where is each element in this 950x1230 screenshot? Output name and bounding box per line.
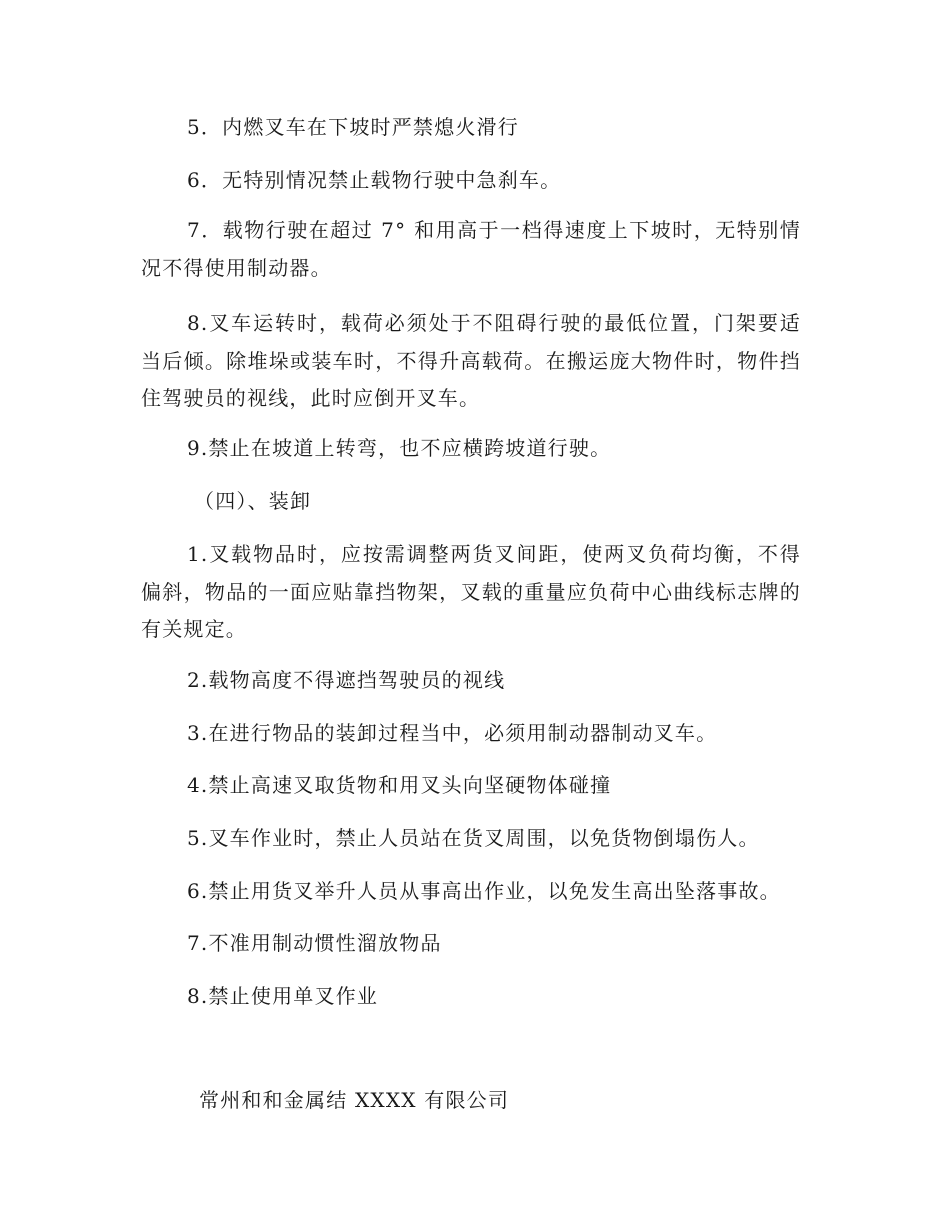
loading-item-4: 4.禁止高速叉取货物和用叉头向坚硬物体碰撞: [187, 773, 612, 797]
loading-item-2: 2.载物高度不得遮挡驾驶员的视线: [187, 668, 506, 692]
loading-item-6: 6.禁止用货叉举升人员从事高出作业，以免发生高出坠落事故。: [187, 879, 781, 903]
loading-item-1-block: [141, 536, 801, 649]
rule-item-8-block: [141, 305, 801, 418]
loading-item-5: 5.叉车作业时，禁止人员站在货叉周围，以免货物倒塌伤人。: [187, 826, 760, 850]
company-name: 常州和和金属结 XXXX 有限公司: [199, 1088, 510, 1112]
loading-item-3: 3.在进行物品的装卸过程当中，必须用制动器制动叉车。: [187, 721, 718, 745]
rule-item-7-block: [141, 212, 801, 287]
loading-item-7: 7.不准用制动惯性溜放物品: [187, 931, 442, 955]
rule-item-6: 6．无特别情况禁止载物行驶中急刹车。: [187, 168, 562, 192]
rule-item-7: 7．载物行驶在超过 7° 和用高于一档得速度上下坡时，无特别情况不得使用制动器。: [141, 218, 801, 280]
loading-item-1: 1.叉载物品时，应按需调整两货叉间距，使两叉负荷均衡，不得偏斜，物品的一面应贴靠挡物架，叉载的重量应负荷中心曲线标志牌的有关规定。: [141, 542, 801, 641]
rule-item-8: 8.叉车运转时，载荷必须处于不阻碍行驶的最低位置，门架要适当后倾。除堆垛或装车时，不得升高载荷。在搬运庞大物件时，物件挡住驾驶员的视线，此时应倒开叉车。: [141, 311, 801, 410]
rule-item-9: 9.禁止在坡道上转弯，也不应横跨坡道行驶。: [187, 436, 612, 460]
section-heading-loading: （四）、装卸: [194, 489, 312, 513]
loading-item-8: 8.禁止使用单叉作业: [187, 984, 379, 1008]
rule-item-5: 5．内燃叉车在下坡时严禁熄火滑行: [187, 115, 519, 139]
